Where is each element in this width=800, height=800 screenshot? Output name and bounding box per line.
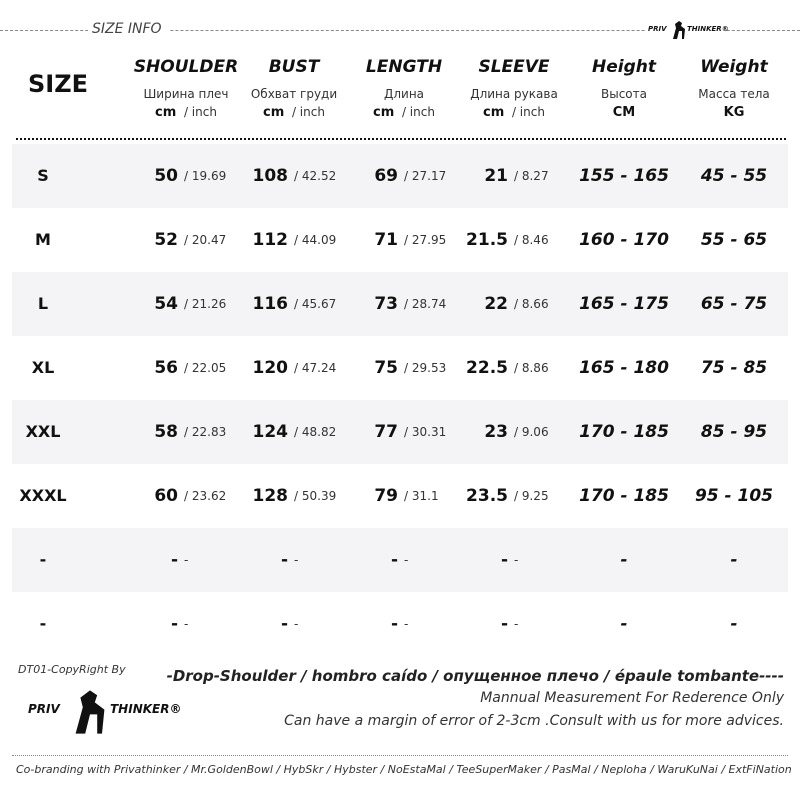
brand-logo (24, 688, 184, 738)
shoulder-cm: 60 (154, 486, 178, 506)
sleeve-header: SLEEVE Длина рукава cm / inch (470, 57, 558, 120)
shoulder-inch: - (184, 617, 189, 631)
table-row (12, 464, 788, 528)
shoulder-inch: / 23.62 (184, 489, 227, 503)
bust-cm: 124 (252, 422, 288, 442)
weight-cell: 85 - 95 (700, 422, 768, 442)
shoulder-inch: / 19.69 (184, 169, 227, 183)
table-row (12, 592, 788, 656)
table-row (12, 528, 788, 592)
sleeve-inch: - (514, 617, 519, 631)
weight-cell: 95 - 105 (694, 486, 774, 506)
bust-inch: - (294, 553, 299, 567)
size-cell: XXXL (19, 486, 67, 505)
size-cell: XXL (25, 422, 61, 441)
sleeve-inch: / 8.86 (514, 361, 549, 375)
height-cell: 165 - 180 (579, 358, 669, 378)
sleeve-inch: / 9.06 (514, 425, 549, 439)
footer-divider (12, 755, 788, 756)
brand-logo-right-text: THINKER® (687, 25, 729, 33)
brand-logo-left-text: PRIV (648, 25, 667, 33)
sleeve-inch: / 8.66 (514, 297, 549, 311)
height-header: Height Высота CM (592, 57, 656, 120)
height-cell: 155 - 165 (579, 166, 669, 186)
bust-inch: / 44.09 (294, 233, 337, 247)
shoulder-inch: / 20.47 (184, 233, 227, 247)
bust-cm: 116 (252, 294, 288, 314)
weight-cell: 45 - 55 (700, 166, 768, 186)
shoulder-cm: 54 (154, 294, 178, 314)
shoulder-inch: / 22.83 (184, 425, 227, 439)
weight-cell: 75 - 85 (700, 358, 768, 378)
length-cm: 69 (374, 166, 398, 186)
bust-cm: - (280, 550, 288, 570)
bust-inch: / 42.52 (294, 169, 337, 183)
size-cell: - (39, 550, 47, 569)
shoulder-inch: / 22.05 (184, 361, 227, 375)
shoulder-cm: - (170, 550, 178, 570)
length-cm: 71 (374, 230, 398, 250)
length-cm: 73 (374, 294, 398, 314)
length-inch: / 28.74 (404, 297, 447, 311)
shoulder-cm: 56 (154, 358, 178, 378)
weight-cell: 55 - 65 (700, 230, 768, 250)
height-cell: 165 - 175 (579, 294, 669, 314)
size-cell: XL (31, 358, 55, 377)
bust-inch: / 48.82 (294, 425, 337, 439)
length-inch: / 27.17 (404, 169, 447, 183)
copyright-text: DT01-CopyRight By (18, 663, 126, 676)
height-cell: 170 - 185 (579, 486, 669, 506)
shoulder-inch: - (184, 553, 189, 567)
sleeve-cm: 23 (484, 422, 508, 442)
bust-cm: 128 (252, 486, 288, 506)
size-cell: M (35, 230, 51, 249)
shoulder-inch: / 21.26 (184, 297, 227, 311)
length-inch: / 27.95 (404, 233, 447, 247)
height-cell: 160 - 170 (579, 230, 669, 250)
length-inch: / 29.53 (404, 361, 447, 375)
height-cell: - (620, 614, 628, 634)
size-header: SIZE (27, 70, 88, 98)
shoulder-cm: 52 (154, 230, 178, 250)
table-row (12, 208, 788, 272)
shoulder-cm: - (170, 614, 178, 634)
length-cm: - (390, 614, 398, 634)
shoulder-header: SHOULDER Ширина плеч cm / inch (133, 57, 239, 120)
shoulder-cm: 58 (154, 422, 178, 442)
length-cm: 75 (374, 358, 398, 378)
brand-logo-left-text: PRIV (28, 702, 60, 716)
height-cell: 170 - 185 (579, 422, 669, 442)
bust-cm: 120 (252, 358, 288, 378)
cobranding-text: Co-branding with Privathinker / Mr.GoldenBowl / HybSkr / Hybster / NoEstaMal / TeeSuperMaker / PasMal / Neploha / WaruKuNai / ExtFiNation (16, 763, 792, 776)
length-cm: - (390, 550, 398, 570)
weight-cell: - (730, 614, 738, 634)
sleeve-cm: - (500, 550, 508, 570)
sleeve-inch: / 9.25 (514, 489, 549, 503)
size-info-title: SIZE INFO (92, 21, 162, 37)
margin-note: Can have a margin of error of 2-3cm .Consult with us for more advices. (284, 713, 784, 729)
length-inch: - (404, 553, 409, 567)
panther-icon (70, 688, 110, 736)
sleeve-cm: - (500, 614, 508, 634)
drop-shoulder-note: -Drop-Shoulder / hombro caído / опущенное плечо / épaule tombante---- (166, 667, 784, 685)
weight-cell: 65 - 75 (700, 294, 768, 314)
bust-cm: - (280, 614, 288, 634)
size-cell: L (37, 294, 49, 313)
measurement-note: Mannual Measurement For Rederence Only (480, 690, 784, 706)
brand-logo-small (646, 20, 729, 40)
sleeve-cm: 22.5 (466, 358, 508, 378)
table-row (12, 272, 788, 336)
bust-cm: 112 (252, 230, 288, 250)
length-cm: 79 (374, 486, 398, 506)
bust-inch: / 47.24 (294, 361, 337, 375)
length-cm: 77 (374, 422, 398, 442)
sleeve-cm: 21.5 (466, 230, 508, 250)
panther-icon (671, 20, 687, 40)
bust-inch: / 45.67 (294, 297, 337, 311)
bust-header: BUST Обхват груди cm / inch (250, 57, 338, 120)
length-inch: / 31.1 (404, 489, 439, 503)
sleeve-cm: 23.5 (466, 486, 508, 506)
sleeve-cm: 22 (484, 294, 508, 314)
length-inch: / 30.31 (404, 425, 447, 439)
height-cell: - (620, 550, 628, 570)
size-cell: S (37, 166, 49, 185)
bust-inch: - (294, 617, 299, 631)
size-cell: - (39, 614, 47, 633)
length-inch: - (404, 617, 409, 631)
sleeve-inch: - (514, 553, 519, 567)
bust-inch: / 50.39 (294, 489, 337, 503)
table-row (12, 144, 788, 208)
table-row (12, 400, 788, 464)
sleeve-cm: 21 (484, 166, 508, 186)
length-header: LENGTH Длина cm / inch (365, 57, 443, 120)
weight-header: Weight Масса тела KG (698, 57, 770, 120)
header-dotted-divider (16, 138, 786, 140)
table-row (12, 336, 788, 400)
shoulder-cm: 50 (154, 166, 178, 186)
sleeve-inch: / 8.27 (514, 169, 549, 183)
weight-cell: - (730, 550, 738, 570)
sleeve-inch: / 8.46 (514, 233, 549, 247)
brand-logo-right-text: THINKER® (110, 702, 182, 716)
bust-cm: 108 (252, 166, 288, 186)
